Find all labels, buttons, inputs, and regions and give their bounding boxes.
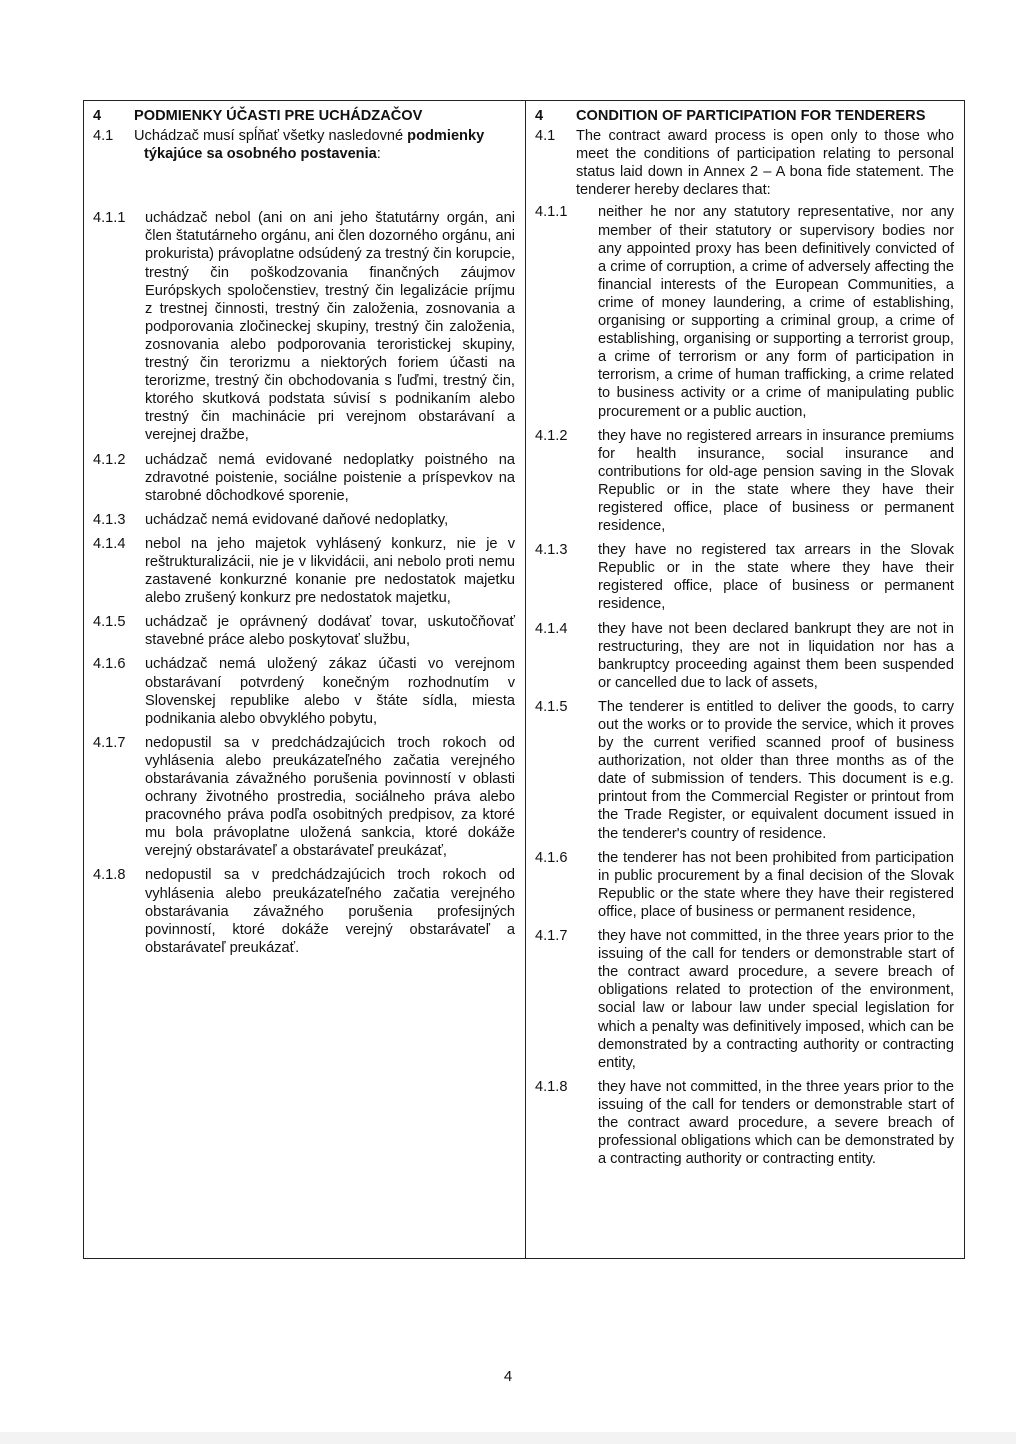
- item-text: uchádzač nemá evidované nedoplatky poistného na zdravotné poistenie, sociálne poistenie a príspevkov na starobné dôchodkové sporenie,: [145, 451, 515, 504]
- item-text: uchádzač nemá evidované daňové nedoplatky,: [145, 511, 449, 528]
- list-item: [93, 866, 515, 956]
- section-title: PODMIENKY ÚČASTI PRE UCHÁDZAČOV: [134, 108, 423, 124]
- intro-text-pre: Uchádzač musí spĺňať všetky nasledovné: [134, 128, 408, 145]
- list-item: [535, 698, 954, 843]
- item-text: uchádzač nemá uložený zákaz účasti vo verejnom obstarávaní potvrdený konečným rozhodnutím v Slovenskej republike alebo v štáte sídla, miesta podnikania alebo obvyklého pobytu,: [145, 656, 515, 727]
- item-number: 4.1.5: [93, 614, 126, 631]
- item-number: 4.1.2: [535, 427, 568, 444]
- item-number: 4.1.4: [535, 620, 568, 637]
- paragraph-text: [134, 127, 515, 163]
- item-text: the tenderer has not been prohibited from participation in public procurement by a final decision of the Slovak Republic or the state where they have their registered office, place of business or permanent residence,: [598, 849, 954, 920]
- item-number: 4.1.5: [535, 698, 568, 715]
- item-text: nedopustil sa v predchádzajúcich troch rokoch od vyhlásenia alebo preukázateľného začatia verejného obstarávania závažného porušenia profesijných povinností, ktoré dokáže verejný obstarávateľ a obstarávateľ preukázať.: [145, 867, 515, 956]
- item-number: 4.1.8: [93, 867, 126, 884]
- item-text: they have not committed, in the three years prior to the issuing of the call for tenders or demonstrable start of the contract award procedure, a severe breach of professional obligations which can be demonstrated by a contracting authority or contracting entity.: [598, 1078, 954, 1168]
- item-text: they have no registered tax arrears in the Slovak Republic or in the state where they have their registered office, place of business or permanent residence,: [598, 542, 954, 613]
- paragraph-text: The contract award process is open only to those who meet the conditions of participation relating to personal status laid down in Annex 2 – A bona fide statement. The tenderer hereby declares that:: [576, 128, 954, 199]
- intro-paragraph-sk: [93, 127, 515, 163]
- slovak-column: [84, 101, 526, 1258]
- list-item: [535, 203, 954, 420]
- list-item: [93, 535, 515, 607]
- list-item: [535, 849, 954, 921]
- item-number: 4.1.3: [93, 511, 126, 528]
- item-number: 4.1.8: [535, 1078, 568, 1095]
- section-title: CONDITION OF PARTICIPATION FOR TENDERERS: [576, 108, 926, 124]
- intro-paragraph-en: [535, 127, 954, 199]
- item-text: they have not committed, in the three years prior to the issuing of the call for tenders or demonstrable start of the contract award procedure, a severe breach of obligations related to protection of the environment, social law or labour law under special legislation for which a penalty was definitively imposed, which can be demonstrated by a contracting authority or contracting entity,: [598, 928, 954, 1071]
- list-item: [535, 620, 954, 692]
- bilingual-table: [83, 100, 965, 1259]
- item-number: 4.1.1: [93, 210, 126, 227]
- intro-text-post: :: [376, 146, 381, 163]
- english-column: [526, 101, 964, 1258]
- item-text: The tenderer is entitled to deliver the goods, to carry out the works or to provide the service, which it proves by the current verified scanned proof of business authorization, not older than three months as of the date of submission of tenders. This document is e.g. printout from the Commercial Register or printout from the Trade Register, or equivalent document issued in the tenderer's country of residence.: [598, 698, 954, 842]
- list-item: [93, 734, 515, 861]
- item-list-sk: [93, 209, 515, 957]
- item-number: 4.1.3: [535, 542, 568, 559]
- item-number: 4.1.1: [535, 204, 568, 221]
- list-item: [535, 927, 954, 1072]
- item-text: they have no registered arrears in insurance premiums for health insurance, social insurance and contributions for old-age pension saving in the Slovak Republic or in the state where they have their registered office, place of business or permanent residence,: [598, 427, 954, 535]
- section-heading-sk: [93, 107, 515, 125]
- section-number: 4: [535, 108, 544, 124]
- section-number: 4: [93, 108, 102, 124]
- item-number: 4.1.2: [93, 451, 126, 468]
- intro-text-bold: podmienky týkajúce sa osobného postavenia: [144, 128, 485, 163]
- list-item: [93, 451, 515, 505]
- list-item: [93, 511, 515, 529]
- item-text: neither he nor any statutory representative, nor any member of their statutory or supervisory bodies nor any appointed proxy has been definitively convicted of a crime of corruption, a crime of adversely affecting the financial interests of the European Communities, a crime of money laundering, a crime of establishing, organising or supporting a criminal group, a crime of establishing, organising or supporting a terrorist group, a crime of terrorism or any form of participation in terrorism, a crime of human trafficking, a crime related to business activity or a crime of manipulating public procurement or a public auction,: [598, 204, 954, 420]
- item-text: they have not been declared bankrupt they are not in restructuring, they are not in liquidation nor has a bankruptcy proceeding against them been suspended or cancelled due to lack of assets,: [598, 620, 954, 691]
- item-number: 4.1.4: [93, 535, 126, 552]
- item-text: nebol na jeho majetok vyhlásený konkurz, nie je v reštrukturalizácii, nie je v likvidácii, ani nebolo proti nemu zastavené konkurzné konanie pre nedostatok majetku alebo zrušený konkurz pre nedostatok majetku,: [145, 535, 515, 607]
- list-item: [93, 655, 515, 727]
- paragraph-number: 4.1: [535, 128, 556, 145]
- page-number: 4: [503, 1368, 513, 1385]
- item-text: uchádzač je oprávnený dodávať tovar, uskutočňovať stavebné práce alebo poskytovať službu,: [145, 614, 515, 649]
- bottom-band: [0, 1432, 1016, 1444]
- list-item: [535, 427, 954, 536]
- item-number: 4.1.7: [535, 928, 568, 945]
- list-item: [93, 613, 515, 649]
- paragraph-number: 4.1: [93, 128, 114, 145]
- item-text: nedopustil sa v predchádzajúcich troch rokoch od vyhlásenia alebo preukázateľného začatia verejného obstarávania závažného porušenia povinností v oblasti ochrany životného prostredia, sociálneho práva alebo pracovného práva podľa osobitných predpisov, za ktoré mu bola právoplatne uložená sankcia, ktoré dokáže verejný obstarávateľ a obstarávateľ preukázať,: [145, 734, 515, 860]
- item-list-en: [535, 203, 954, 1168]
- item-number: 4.1.7: [93, 734, 126, 751]
- list-item: [535, 541, 954, 613]
- item-text: uchádzač nebol (ani on ani jeho štatutárny orgán, ani člen štatutárneho orgánu, ani člen dozorného orgánu, ani prokurista) právoplatne odsúdený za trestný čin korupcie, trestný čin poškodzovania finančných záujmov Európskych spoločenstiev, trestný čin legalizácie príjmu z trestnej činnosti, trestný čin založenia, zosnovania a podporovania zločineckej skupiny, trestný čin založenia, zosnovania alebo podporovania teroristickej skupiny, trestný čin terorizmu a niektorých foriem účasti na terorizme, trestný čin obchodovania s ľuďmi, trestný čin, ktorého skutková podstata súvisí s podnikaním alebo trestný čin machinácie pri verejnom obstarávaní a verejnej dražbe,: [145, 210, 515, 444]
- item-number: 4.1.6: [93, 656, 126, 673]
- section-heading-en: [535, 107, 954, 125]
- item-number: 4.1.6: [535, 849, 568, 866]
- list-item: [535, 1078, 954, 1168]
- list-item: [93, 209, 515, 444]
